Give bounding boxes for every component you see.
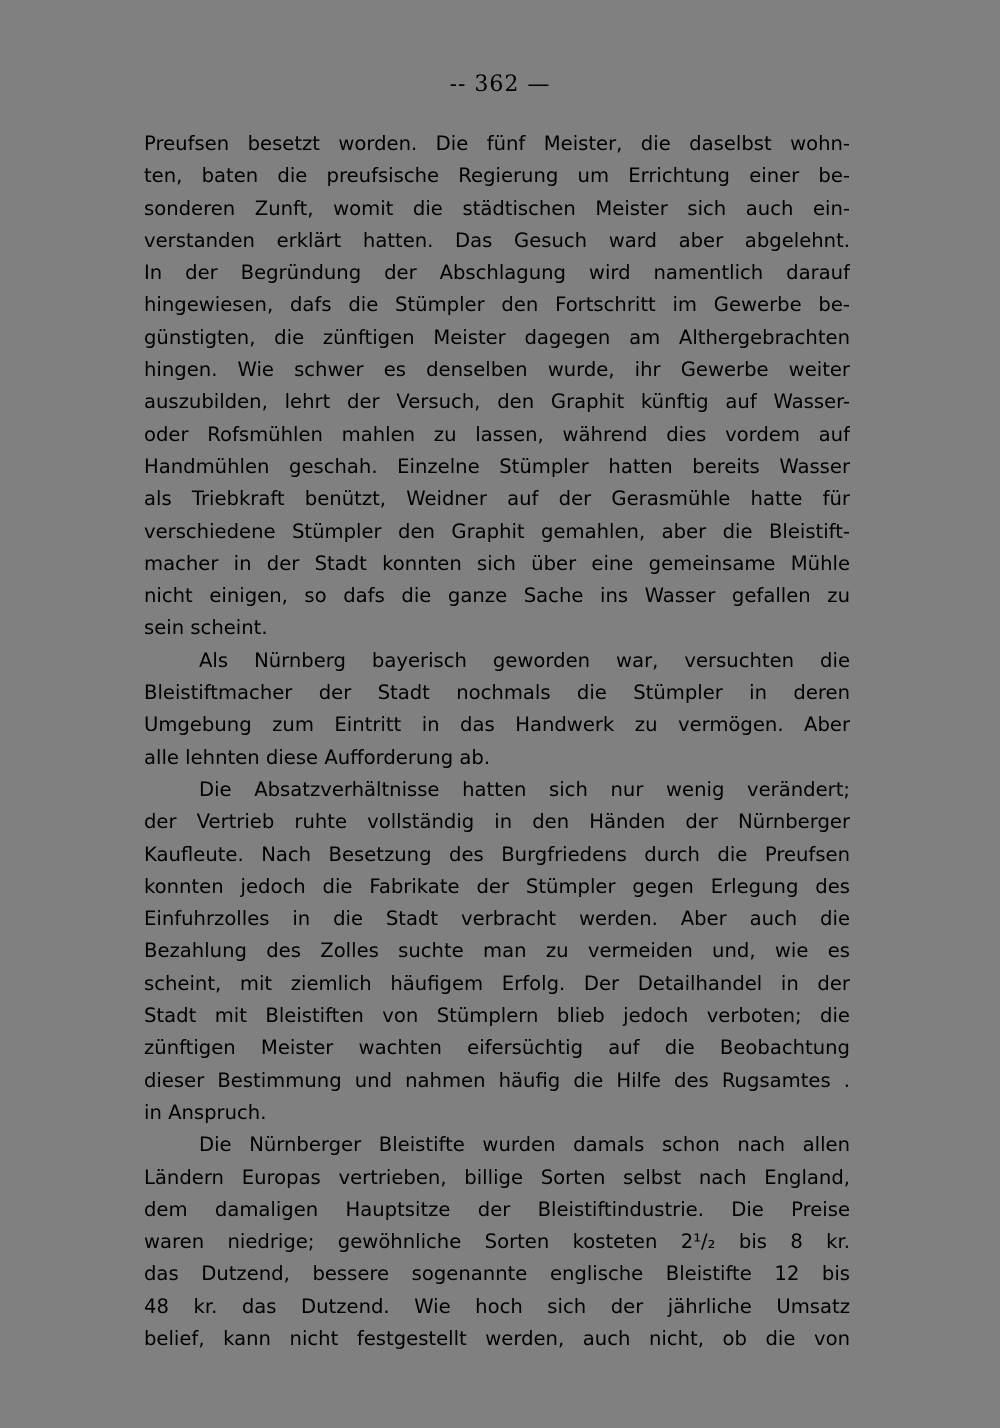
text-line: zünftigen Meister wachten eifersüchtig auf die Beobachtung bbox=[144, 1036, 850, 1060]
text-line: hingen. Wie schwer es denselben wurde, ihr Gewerbe weiter bbox=[144, 358, 850, 382]
text-line: Umgebung zum Eintritt in das Handwerk zu vermögen. Aber bbox=[144, 713, 850, 737]
text-line: Stadt mit Bleistiften von Stümplern blieb jedoch verboten; die bbox=[144, 1004, 850, 1028]
text-line: Preufsen besetzt worden. Die fünf Meister, die daselbst wohn- bbox=[144, 132, 850, 155]
text-line: Die Nürnberger Bleistifte wurden damals schon nach allen bbox=[199, 1133, 850, 1157]
text-line: Bezahlung des Zolles suchte man zu vermeiden und, wie es bbox=[144, 939, 850, 963]
text-line: waren niedrige; gewöhnliche Sorten kosteten 2¹/₂ bis 8 kr. bbox=[144, 1230, 850, 1254]
text-line: in Anspruch. bbox=[144, 1100, 267, 1124]
text-line: sein scheint. bbox=[144, 616, 268, 640]
text-line: der Vertrieb ruhte vollständig in den Händen der Nürnberger bbox=[144, 810, 850, 834]
text-line: dem damaligen Hauptsitze der Bleistiftindustrie. Die Preise bbox=[144, 1197, 850, 1221]
text-line: Bleistiftmacher der Stadt nochmals die Stümpler in deren bbox=[144, 681, 850, 705]
text-line: auszubilden, lehrt der Versuch, den Graphit künftig auf Wasser- bbox=[144, 390, 850, 414]
text-line: hingewiesen, dafs die Stümpler den Fortschritt im Gewerbe be- bbox=[144, 293, 850, 317]
text-line: Die Absatzverhältnisse hatten sich nur wenig verändert; bbox=[199, 777, 850, 801]
text-line: das Dutzend, bessere sogenannte englische Bleistifte 12 bis bbox=[144, 1262, 850, 1286]
text-line: konnten jedoch die Fabrikate der Stümpler gegen Erlegung des bbox=[144, 874, 850, 898]
body-text bbox=[144, 128, 850, 1355]
text-line: dieser Bestimmung und nahmen häufig die Hilfe des Rugsamtes . bbox=[144, 1068, 850, 1092]
text-line: Kaufleute. Nach Besetzung des Burgfriedens durch die Preufsen bbox=[144, 842, 850, 866]
text-line: günstigten, die zünftigen Meister dagegen am Althergebrachten bbox=[144, 325, 850, 349]
text-line: nicht einigen, so dafs die ganze Sache ins Wasser gefallen zu bbox=[144, 584, 850, 608]
text-line: Ländern Europas vertrieben, billige Sorten selbst nach England, bbox=[144, 1165, 850, 1189]
text-line: ten, baten die preufsische Regierung um Errichtung einer be- bbox=[144, 164, 850, 188]
text-line: In der Begründung der Abschlagung wird namentlich darauf bbox=[144, 261, 850, 285]
text-line: verstanden erklärt hatten. Das Gesuch ward aber abgelehnt. bbox=[144, 228, 850, 252]
text-line: als Triebkraft benützt, Weidner auf der Gerasmühle hatte für bbox=[144, 487, 850, 511]
page-number: -- 362 — bbox=[449, 72, 551, 97]
text-line: scheint, mit ziemlich häufigem Erfolg. Der Detailhandel in der bbox=[144, 971, 850, 995]
text-line: macher in der Stadt konnten sich über eine gemeinsame Mühle bbox=[144, 551, 850, 575]
text-line: belief, kann nicht festgestellt werden, auch nicht, ob die von bbox=[144, 1326, 850, 1350]
text-line: Einfuhrzolles in die Stadt verbracht werden. Aber auch die bbox=[144, 907, 850, 931]
text-line: oder Rofsmühlen mahlen zu lassen, während dies vordem auf bbox=[144, 422, 850, 446]
text-line: alle lehnten diese Aufforderung ab. bbox=[144, 745, 491, 769]
text-line: verschiedene Stümpler den Graphit gemahlen, aber die Bleistift- bbox=[144, 519, 850, 543]
text-line: sonderen Zunft, womit die städtischen Meister sich auch ein- bbox=[144, 196, 850, 220]
text-line: 48 kr. das Dutzend. Wie hoch sich der jährliche Umsatz bbox=[144, 1294, 850, 1318]
text-line: Als Nürnberg bayerisch geworden war, versuchten die bbox=[199, 648, 850, 672]
text-line: Handmühlen geschah. Einzelne Stümpler hatten bereits Wasser bbox=[144, 454, 850, 478]
